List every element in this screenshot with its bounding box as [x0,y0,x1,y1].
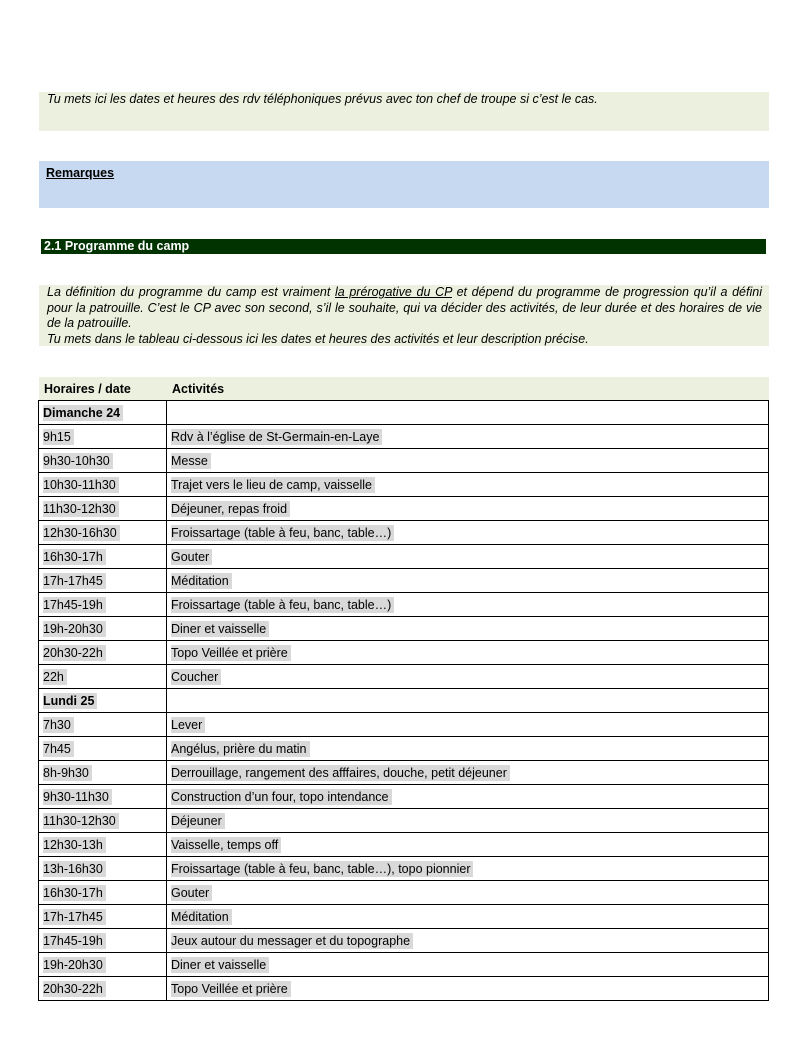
activity-value: Froissartage (table à feu, banc, table…) [171,525,394,541]
activity-cell [167,545,769,569]
activity-cell [167,665,769,689]
activity-value: Angélus, prière du matin [171,741,310,757]
time-value: 11h30-12h30 [43,501,119,517]
activity-cell [167,857,769,881]
time-value: 19h-20h30 [43,957,106,973]
section-header [41,239,766,254]
time-value: 9h30-11h30 [43,789,112,805]
time-cell [39,833,167,857]
activity-value: Froissartage (table à feu, banc, table…) [171,597,394,613]
time-cell [39,809,167,833]
activity-value: Diner et vaisselle [171,621,269,637]
table-row [39,521,769,545]
activity-cell [167,593,769,617]
time-cell [39,689,167,713]
time-value: 20h30-22h [43,981,106,997]
time-value: 7h30 [43,717,74,733]
activity-value: Jeux autour du messager et du topographe [171,933,413,949]
time-value: 9h15 [43,429,74,445]
activity-cell [167,617,769,641]
activity-value: Méditation [171,909,232,925]
activity-cell [167,761,769,785]
time-cell [39,425,167,449]
activity-value: Rdv à l’église de St-Germain-en-Laye [171,429,382,445]
activity-cell [167,689,769,713]
program-intro-paragraph: La définition du programme du camp est vraiment la prérogative du CP et dépend du programme de progression qu’il a défini pour la patrouille. C’est le CP avec son second, s’il le souhaite, qui va décider des activités, de leur durée et des horaires de vie de la patrouille. [47,285,762,330]
table-row [39,761,769,785]
header-activity: Activités [172,382,225,396]
table-row [39,857,769,881]
table-row [39,449,769,473]
time-cell [39,785,167,809]
time-cell [39,449,167,473]
time-cell [39,713,167,737]
table-row [39,473,769,497]
time-value: 20h30-22h [43,645,106,661]
time-value: 7h45 [43,741,74,757]
table-row [39,953,769,977]
time-cell [39,617,167,641]
table-row [39,593,769,617]
activity-cell [167,737,769,761]
day-label: Lundi 25 [43,693,97,709]
time-cell [39,881,167,905]
activity-value: Gouter [171,549,212,565]
phone-appointments-note [39,92,769,131]
activity-cell [167,833,769,857]
activity-value: Messe [171,453,211,469]
time-cell [39,761,167,785]
schedule-header [39,377,769,400]
time-value: 16h30-17h [43,549,106,565]
time-value: 11h30-12h30 [43,813,119,829]
table-row [39,545,769,569]
table-row [39,713,769,737]
activity-cell [167,521,769,545]
activity-value: Derrouillage, rangement des afffaires, douche, petit déjeuner [171,765,510,781]
time-cell [39,545,167,569]
time-value: 22h [43,669,67,685]
activity-cell [167,497,769,521]
activity-cell [167,449,769,473]
prerogative-underlined: la prérogative du CP [334,285,452,299]
activity-value: Trajet vers le lieu de camp, vaisselle [171,477,375,493]
table-row [39,977,769,1001]
time-cell [39,857,167,881]
time-cell [39,521,167,545]
activity-cell [167,953,769,977]
table-row [39,785,769,809]
activity-value: Déjeuner [171,813,225,829]
program-intro-line2: Tu mets dans le tableau ci-dessous ici les dates et heures des activités et leur description précise. [47,331,589,346]
header-time: Horaires / date [44,382,131,396]
day-label: Dimanche 24 [43,405,123,421]
table-row [39,833,769,857]
table-row [39,641,769,665]
time-value: 19h-20h30 [43,621,106,637]
time-value: 16h30-17h [43,885,106,901]
time-cell [39,665,167,689]
activity-value: Vaisselle, temps off [171,837,281,853]
activity-cell [167,905,769,929]
time-cell [39,977,167,1001]
program-intro [39,285,769,346]
time-value: 9h30-10h30 [43,453,113,469]
remarks-box [39,161,769,208]
time-value: 13h-16h30 [43,861,106,877]
section-title: 2.1 Programme du camp [44,239,190,253]
table-row [39,617,769,641]
time-value: 17h45-19h [43,933,106,949]
time-value: 10h30-11h30 [43,477,119,493]
time-cell [39,497,167,521]
day-row [39,689,769,713]
table-row [39,425,769,449]
activity-cell [167,569,769,593]
time-value: 12h30-16h30 [43,525,120,541]
time-value: 8h-9h30 [43,765,92,781]
phone-appointments-text: Tu mets ici les dates et heures des rdv téléphoniques prévus avec ton chef de troupe si c’est le cas. [47,92,598,106]
activity-value: Diner et vaisselle [171,957,269,973]
table-row [39,497,769,521]
activity-value: Topo Veillée et prière [171,645,291,661]
activity-cell [167,641,769,665]
remarks-title: Remarques [46,166,115,180]
table-row [39,569,769,593]
time-cell [39,473,167,497]
time-cell [39,929,167,953]
time-cell [39,905,167,929]
time-cell [39,401,167,425]
time-value: 12h30-13h [43,837,106,853]
time-value: 17h-17h45 [43,573,106,589]
activity-value: Coucher [171,669,221,685]
activity-cell [167,881,769,905]
activity-value: Topo Veillée et prière [171,981,291,997]
table-row [39,929,769,953]
table-row [39,905,769,929]
table-row [39,881,769,905]
time-cell [39,569,167,593]
day-row [39,401,769,425]
activity-value: Construction d’un four, topo intendance [171,789,392,805]
activity-cell [167,977,769,1001]
activity-value: Gouter [171,885,212,901]
time-cell [39,737,167,761]
activity-cell [167,473,769,497]
activity-value: Méditation [171,573,232,589]
time-value: 17h-17h45 [43,909,106,925]
activity-value: Déjeuner, repas froid [171,501,290,517]
activity-cell [167,929,769,953]
time-cell [39,593,167,617]
table-row [39,665,769,689]
table-row [39,809,769,833]
activity-cell [167,713,769,737]
time-value: 17h45-19h [43,597,106,613]
activity-cell [167,425,769,449]
activity-value: Froissartage (table à feu, banc, table…), topo pionnier [171,861,473,877]
time-cell [39,953,167,977]
time-cell [39,641,167,665]
schedule-table [38,400,769,1001]
activity-value: Lever [171,717,205,733]
activity-cell [167,809,769,833]
activity-cell [167,785,769,809]
table-row [39,737,769,761]
activity-cell [167,401,769,425]
